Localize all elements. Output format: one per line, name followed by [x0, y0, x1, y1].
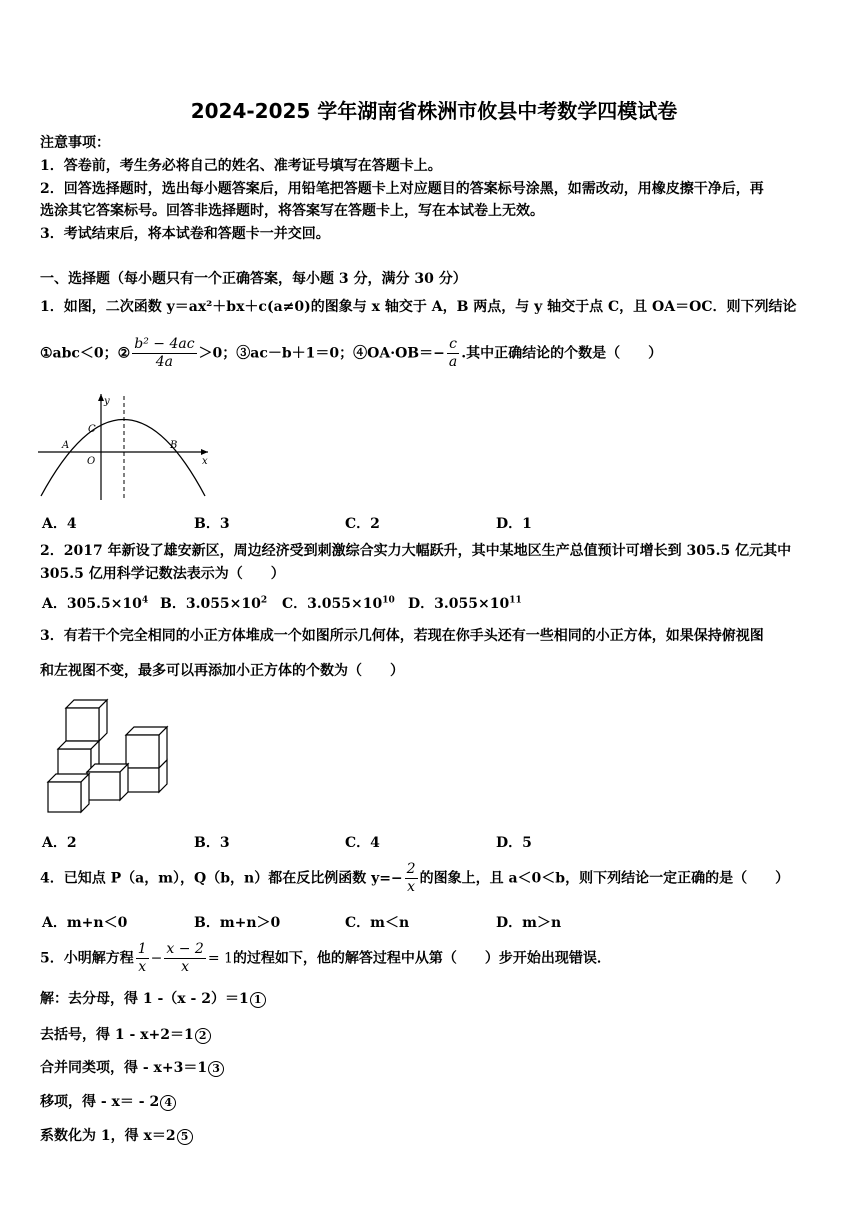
q3-cube-stack-figure: [42, 692, 172, 816]
q3-line2: 和左视图不变，最多可以再添加小正方体的个数为（ ）: [40, 663, 404, 679]
q2-option-d[interactable]: D．$3.055\times 10^{11}$: [408, 595, 522, 612]
step-mark: 3: [208, 1061, 224, 1077]
q3-option-b[interactable]: B．3: [194, 835, 230, 851]
notice-item-3: 3．考试结束后，将本试卷和答题卡一并交回。: [40, 226, 330, 242]
q1-option-d[interactable]: D．1: [496, 516, 532, 532]
section-heading: 一、选择题（每小题只有一个正确答案，每小题 3 分，满分 30 分）: [40, 271, 467, 287]
notice-item-2-cont: 选涂其它答案标号。回答非选择题时，将答案写在答题卡上，写在本试卷上无效。: [40, 203, 544, 219]
q5-fraction-2: $\frac{x - 2}{x}$: [166, 941, 204, 975]
step-mark: 5: [177, 1129, 193, 1145]
q1-part3: .其中正确结论的个数是（ ）: [461, 345, 663, 362]
q2-option-b[interactable]: B．$3.055\times 10^2$: [160, 595, 268, 612]
q3-option-d[interactable]: D．5: [496, 835, 532, 851]
q5-step-5: 系数化为 1，得 x＝2 5: [40, 1127, 193, 1145]
step-mark: 4: [160, 1095, 176, 1111]
fig-y-label: y: [104, 396, 110, 407]
notice-item-2: 2．回答选择题时，选出每小题答案后，用铅笔把答题卡上对应题目的答案标号涂黑，如需改动，用橡皮擦干净后，再: [40, 181, 764, 197]
q5-step-2: 去括号，得 1 - x+2＝1 2: [40, 1026, 211, 1044]
notice-heading: 注意事项：: [40, 135, 110, 151]
page-title: 2024-2025 学年湖南省株洲市攸县中考数学四模试卷: [190, 99, 678, 123]
q1-frac2-den: a: [448, 354, 458, 370]
q5-stem: 5．小明解方程 $\frac{1}{x}$ − $\frac{x - 2}{x}$ = 1的过程如下，他的解答过程中从第（ ）步开始出现错误．: [40, 941, 611, 975]
q4-fraction: $\frac{2}{x}$: [406, 861, 416, 895]
q5-step-4: 移项，得 - x＝ - 2 4: [40, 1093, 176, 1111]
fig-origin-label: O: [87, 456, 96, 467]
q5-step-3: 合并同类项，得 - x+3＝1 3: [40, 1059, 224, 1077]
step-mark: 1: [250, 992, 266, 1008]
q1-part1: ①abc＜0；②: [40, 345, 131, 362]
q1-frac2-num: c: [447, 336, 459, 354]
q1-stem: 1．如图，二次函数 y＝ax²＋bx＋c(a≠0)的图象与 x 轴交于 A，B 两点，与 y 轴交于点 C，且 OA＝OC．则下列结论: [40, 299, 797, 315]
fig-x-label: x: [202, 456, 208, 467]
q4-option-b[interactable]: B．m+n＞0: [194, 915, 281, 931]
q1-parabola-figure: [38, 390, 218, 502]
q4-option-c[interactable]: C．m＜n: [345, 915, 410, 931]
q1-option-b[interactable]: B．3: [194, 516, 230, 532]
q3-option-c[interactable]: C．4: [345, 835, 380, 851]
q3-line1: 3．有若干个完全相同的小正方体堆成一个如图所示几何体，若现在你手头还有一些相同的小正方体，如果保持俯视图: [40, 628, 764, 644]
fig-c-label: C: [88, 424, 96, 435]
q2-line2: 305.5 亿用科学记数法表示为（ ）: [40, 566, 285, 582]
q2-option-a[interactable]: A．$305.5\times 10^4$: [42, 595, 149, 612]
q3-option-a[interactable]: A．2: [42, 835, 77, 851]
q1-conclusions: [40, 336, 662, 371]
q4-option-a[interactable]: A．m+n＜0: [42, 915, 128, 931]
step-mark: 2: [195, 1028, 211, 1044]
fig-a-label: A: [62, 440, 70, 451]
q1-fraction-2: [447, 336, 459, 371]
q1-option-a[interactable]: A．4: [42, 516, 77, 532]
q5-step-1: 解：去分母，得 1 -（x - 2）＝1 1: [40, 990, 266, 1008]
q1-part2: ＞0；③ac－b＋1＝0；④OA·OB＝−: [198, 345, 445, 362]
q2-option-c[interactable]: C．$3.055\times 10^{10}$: [282, 595, 395, 612]
q1-frac1-num: b² − 4ac: [134, 336, 195, 352]
q1-frac1-den: 4a: [155, 354, 174, 370]
q4-stem: 4．已知点 P（a，m），Q（b，n）都在反比例函数 y=− $\frac{2}{x}$ 的图象上，且 a＜0＜b，则下列结论一定正确的是（ ）: [40, 861, 790, 895]
q1-option-c[interactable]: C．2: [345, 516, 380, 532]
q5-fraction-1: $\frac{1}{x}$: [137, 941, 147, 975]
q1-fraction-1: [132, 336, 196, 371]
fig-b-label: B: [170, 440, 178, 451]
q2-line1: 2．2017 年新设了雄安新区，周边经济受到刺激综合实力大幅跃升，其中某地区生产总值预计可增长到 305.5 亿元其中: [40, 543, 792, 559]
q4-option-d[interactable]: D．m＞n: [496, 915, 562, 931]
notice-item-1: 1．答卷前，考生务必将自己的姓名、准考证号填写在答题卡上。: [40, 158, 442, 174]
